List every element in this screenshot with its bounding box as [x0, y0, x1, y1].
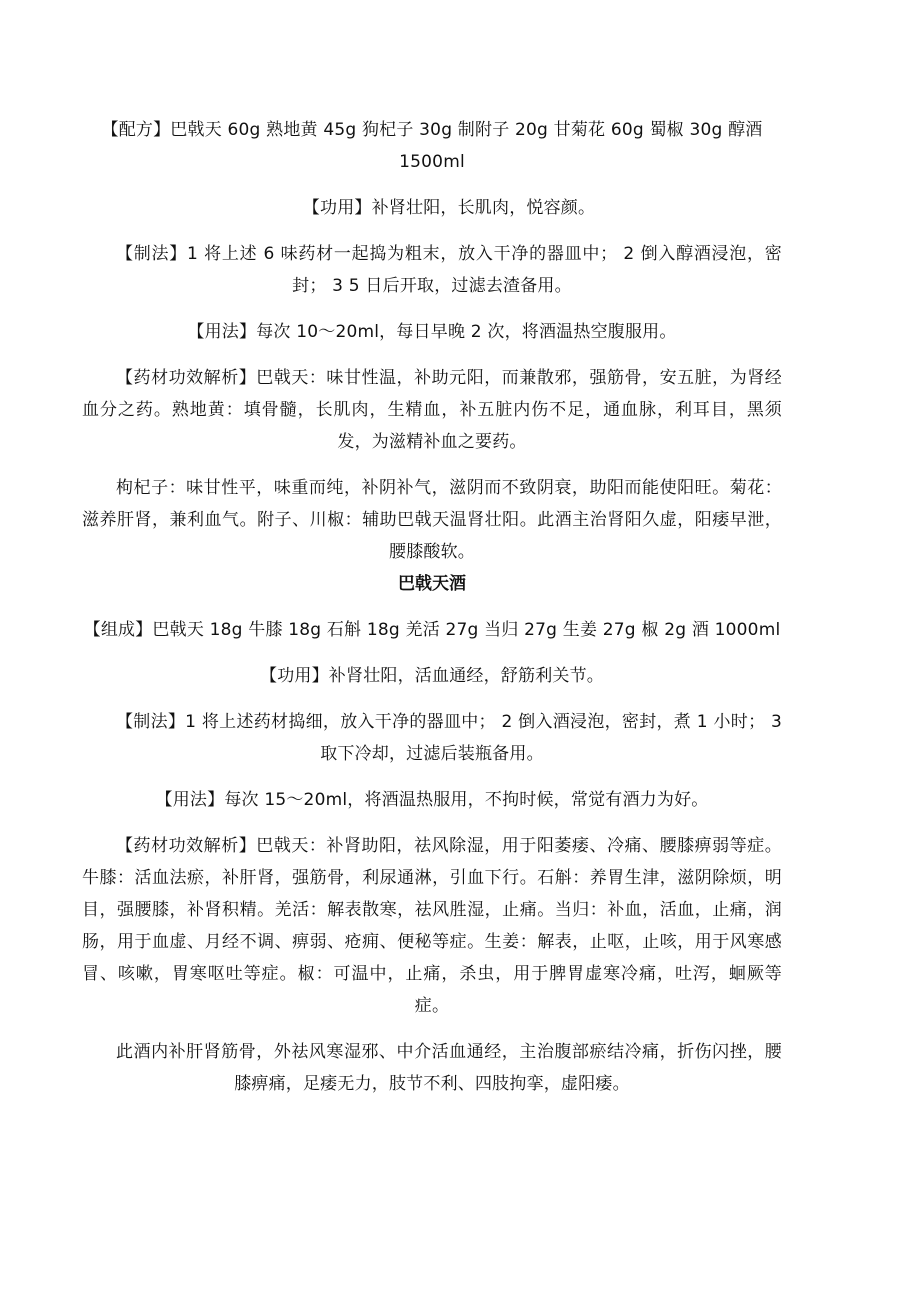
recipe2-usage: 【用法】每次 15～20ml，将酒温热服用，不拘时候，常觉有酒力为好。: [155, 790, 709, 810]
recipe1-analysis: 【药材功效解析】巴戟天：味甘性温，补助元阳，而兼散邪，强筋骨，安五脏，为肾经血分之药。熟地黄：填骨髓，长肌肉，生精血，补五脏内伤不足，通血脉，利耳目，黑须发，为滋精补血之要药。: [82, 368, 782, 452]
recipe2-function: 【功用】补肾壮阳，活血通经，舒筋利关节。: [260, 666, 604, 686]
recipe1-preparation: 【制法】1 将上述 6 味药材一起捣为粗末，放入干净的器皿中； 2 倒入醇酒浸泡，密封； 3 5 日后开取，过滤去渣备用。: [116, 244, 782, 296]
recipe1-analysis-continued: 枸杞子：味甘性平，味重而纯，补阴补气，滋阴而不致阴衰，助阳而能使阳旺。菊花：滋养肝肾，兼利血气。附子、川椒：辅助巴戟天温肾壮阳。此酒主治肾阳久虚，阳痿早泄，腰膝酸软。: [82, 478, 782, 562]
recipe2-analysis: 【药材功效解析】巴戟天：补肾助阳，祛风除湿，用于阳萎痿、冷痛、腰膝痹弱等症。牛膝：活血法瘀，补肝肾，强筋骨，利尿通淋，引血下行。石斛：养胃生津，滋阴除烦，明目，强腰膝，补肾积精。羌活：解表散寒，祛风胜湿，止痛。当归：补血，活血，止痛，润肠，用于血虚、月经不调、痹弱、疮痈、便秘等症。生姜：解表，止呕，止咳，用于风寒感冒、咳嗽，胃寒呕吐等症。椒：可温中，止痛，杀虫，用于脾胃虚寒冷痛，吐泻，蛔厥等症。: [82, 836, 782, 1016]
document-page: [82, 114, 782, 1100]
recipe2-summary: 此酒内补肝肾筋骨，外祛风寒湿邪、中介活血通经，主治腹部瘀结冷痛，折伤闪挫，腰膝痹痛，足痿无力，肢节不利、四肢拘挛，虚阳痿。: [116, 1042, 782, 1094]
recipe1-usage: 【用法】每次 10～20ml，每日早晚 2 次，将酒温热空腹服用。: [187, 322, 677, 342]
recipe2-title: 巴戟天酒: [398, 574, 466, 594]
recipe1-function: 【功用】补肾壮阳，长肌肉，悦容颜。: [302, 198, 596, 218]
recipe2-preparation: 【制法】1 将上述药材捣细，放入干净的器皿中； 2 倒入酒浸泡，密封，煮 1 小时； 3 取下冷却，过滤后装瓶备用。: [116, 712, 782, 764]
recipe2-ingredients: 【组成】巴戟天 18g 牛膝 18g 石斛 18g 羌活 27g 当归 27g 生姜 27g 椒 2g 酒 1000ml: [83, 620, 781, 640]
recipe1-formula: 【配方】巴戟天 60g 熟地黄 45g 狗杞子 30g 制附子 20g 甘菊花 60g 蜀椒 30g 醇酒 1500ml: [101, 120, 763, 172]
